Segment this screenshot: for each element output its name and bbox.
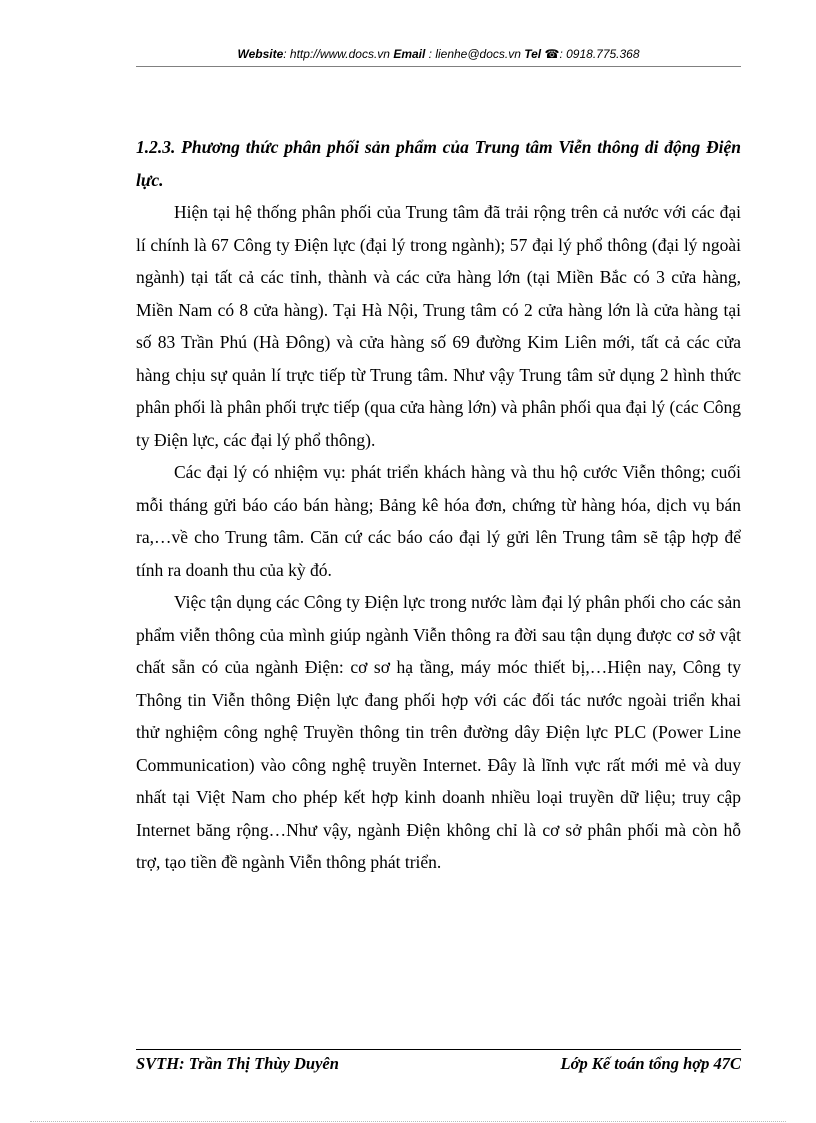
document-body [136, 196, 741, 879]
footer-divider [136, 1049, 741, 1050]
header-divider [136, 66, 741, 67]
paragraph: Việc tận dụng các Công ty Điện lực trong nước làm đại lý phân phối cho các sản phẩm viễn thông của mình giúp ngành Viễn thông ra đời sau tận dụng được cơ sở vật chất sẵn có của ngành Điện: cơ sơ hạ tầng, máy móc thiết bị,…Hiện nay, Công ty Thông tin Viễn thông Điện lực đang phối hợp với các đối tác nước ngoài triển khai thử nghiệm công nghệ Truyền thông tin trên đường dây Điện lực PLC (Power Line Communication) vào công nghệ truyền Internet. Đây là lĩnh vực rất mới mẻ và duy nhất tại Việt Nam cho phép kết hợp kinh doanh nhiều loại truyền dữ liệu; truy cập Internet băng rộng…Như vậy, ngành Điện không chỉ là cơ sở phân phối mà còn hỗ trợ, tạo tiền đề ngành Viễn thông phát triển. [136, 592, 741, 872]
phone-icon: ☎ [544, 47, 560, 61]
paragraph: Hiện tại hệ thống phân phối của Trung tâm đã trải rộng trên cả nước với các đại lí chính là 67 Công ty Điện lực (đại lý trong ngành); 57 đại lý phổ thông (đại lý ngoài ngành) tại tất cả các tỉnh, thành và các cửa hàng lớn (tại Miền Bắc có 3 cửa hàng, Miền Nam có 8 cửa hàng). Tại Hà Nội, Trung tâm có 2 cửa hàng lớn là cửa hàng tại số 83 Trần Phú (Hà Đông) và cửa hàng số 69 đường Kim Liên mới, tất cả các cửa hàng chịu sự quản lí trực tiếp từ Trung tâm. Như vậy Trung tâm sử dụng 2 hình thức phân phối là phân phối trực tiếp (qua cửa hàng lớn) và phân phối qua đại lý (các Công ty Điện lực, các đại lý phổ thông). [136, 202, 741, 450]
tel-label: Tel [524, 47, 542, 61]
tel-value: : 0918.775.368 [559, 47, 640, 61]
page-footer [136, 1054, 741, 1074]
website-value: : http://www.docs.vn [283, 47, 390, 61]
website-label: Website [237, 47, 284, 61]
page-header [136, 47, 741, 61]
class-name: Lớp Kế toán tổng hợp 47C [560, 1054, 741, 1073]
student-name: SVTH: Trần Thị Thùy Duyên [136, 1054, 339, 1073]
paragraph: Các đại lý có nhiệm vụ: phát triển khách hàng và thu hộ cước Viễn thông; cuối mỗi tháng gửi báo cáo bán hàng; Bảng kê hóa đơn, chứng từ hàng hóa, dịch vụ bán ra,…về cho Trung tâm. Căn cứ các báo cáo đại lý gửi lên Trung tâm sẽ tập hợp để tính ra doanh thu của kỳ đó. [136, 462, 741, 580]
page-bottom-border [30, 1121, 786, 1122]
section-heading: 1.2.3. Phương thức phân phối sản phẩm của Trung tâm Viễn thông di động Điện lực. [136, 137, 741, 190]
email-value: : lienhe@docs.vn [425, 47, 521, 61]
email-label: Email [393, 47, 426, 61]
